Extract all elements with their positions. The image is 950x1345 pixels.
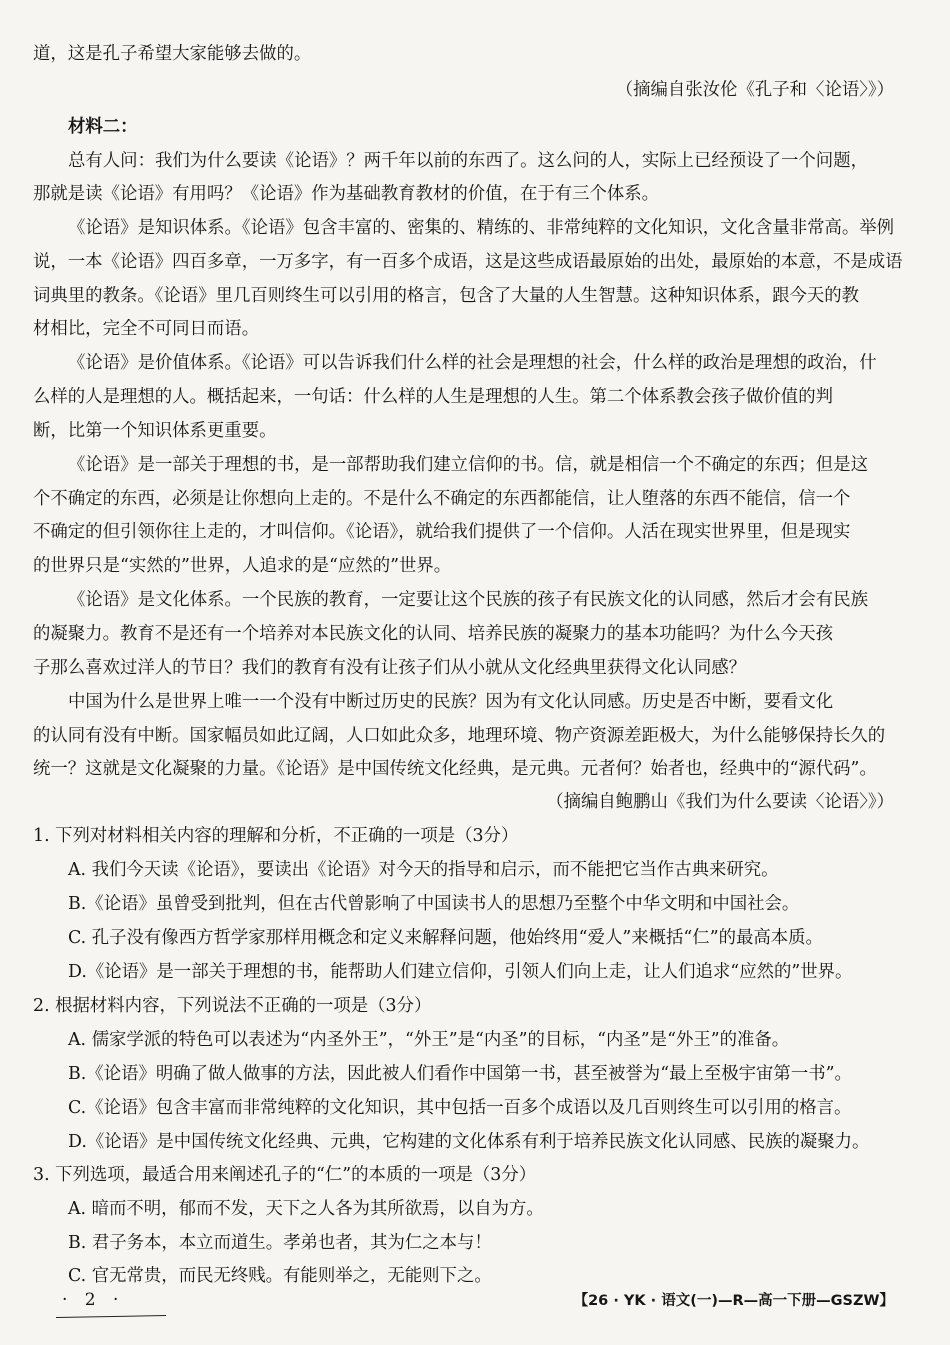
answer-option: C. 孔子没有像西方哲学家那样用概念和定义来解释问题，他始终用“爱人”来概括“仁”的最高本质。 xyxy=(68,928,823,948)
answer-option: B. 君子务本，本立而道生。孝弟也者，其为仁之本与！ xyxy=(68,1233,492,1253)
paragraph-line: 总有人问：我们为什么要读《论语》？两千年以前的东西了。这么问的人，实际上已经预设了一个问题， xyxy=(68,151,868,171)
paragraph-line: 那就是读《论语》有用吗？《论语》作为基础教育教材的价值，在于有三个体系。 xyxy=(33,184,660,204)
paragraph-line: 说，一本《论语》四百多章，一万多字，有一百多个成语，这是这些成语最原始的出处，最原始的本意，不是成语 xyxy=(33,252,903,272)
exam-code: 【26 · YK · 语文(一)—R—高一下册—GSZW】 xyxy=(573,1293,894,1309)
source-citation: （摘编自张汝伦《孔子和〈论语〉》） xyxy=(615,80,894,100)
paragraph-line: 《论语》是一部关于理想的书，是一部帮助我们建立信仰的书。信，就是相信一个不确定的东西；但是这 xyxy=(68,455,868,475)
paragraph-line: 《论语》是知识体系。《论语》包含丰富的、密集的、精练的、非常纯粹的文化知识，文化含量非常高。举例 xyxy=(68,218,895,238)
paragraph-line: 不确定的但引领你往上走的，才叫信仰。《论语》，就给我们提供了一个信仰。人活在现实世界里，但是现实 xyxy=(33,522,851,542)
answer-option: C.《论语》包含丰富而非常纯粹的文化知识，其中包括一百多个成语以及几百则终生可以引用的格言。 xyxy=(68,1098,852,1118)
answer-option: B.《论语》明确了做人做事的方法，因此被人们看作中国第一书，甚至被誉为“最上至极宇宙第一书”。 xyxy=(68,1064,852,1084)
answer-option: A. 我们今天读《论语》，要读出《论语》对今天的指导和启示，而不能把它当作古典来研究。 xyxy=(68,860,779,880)
paragraph-line: 子那么喜欢过洋人的节日？我们的教育有没有让孩子们从小就从文化经典里获得文化认同感？ xyxy=(33,658,747,678)
question-stem: 1. 下列对材料相关内容的理解和分析，不正确的一项是（3分） xyxy=(33,826,519,846)
answer-option: D.《论语》是中国传统文化经典、元典，它构建的文化体系有利于培养民族文化认同感、民族的凝聚力。 xyxy=(68,1132,870,1152)
answer-option: A. 儒家学派的特色可以表述为“内圣外王”，“外王”是“内圣”的目标，“内圣”是“外王”的准备。 xyxy=(68,1030,790,1050)
paragraph-line: 么样的人是理想的人。概括起来，一句话：什么样的人生是理想的人生。第二个体系教会孩子做价值的判 xyxy=(33,387,833,407)
answer-option: C. 官无常贵，而民无终贱。有能则举之，无能则下之。 xyxy=(68,1266,492,1286)
source-citation: （摘编自鲍鹏山《我们为什么要读〈论语〉》） xyxy=(546,792,894,812)
section-heading: 材料二： xyxy=(68,117,138,137)
question-stem: 2. 根据材料内容，下列说法不正确的一项是（3分） xyxy=(33,996,432,1016)
text-line: 道，这是孔子希望大家能够去做的。 xyxy=(33,44,312,64)
paragraph-line: 中国为什么是世界上唯一一个没有中断过历史的民族？因为有文化认同感。历史是否中断，要看文化 xyxy=(68,692,834,712)
paragraph-line: 词典里的教条。《论语》里几百则终生可以引用的格言，包含了大量的人生智慧。这种知识体系，跟今天的教 xyxy=(33,286,860,306)
paragraph-line: 材相比，完全不可同日而语。 xyxy=(33,319,260,339)
answer-option: A. 暗而不明，郁而不发，天下之人各为其所欲焉，以自为方。 xyxy=(68,1199,544,1219)
paragraph-line: 《论语》是价值体系。《论语》可以告诉我们什么样的社会是理想的社会，什么样的政治是理想的政治，什 xyxy=(68,353,877,373)
paragraph-line: 断，比第一个知识体系更重要。 xyxy=(33,421,277,441)
answer-option: B.《论语》虽曾受到批判，但在古代曾影响了中国读书人的思想乃至整个中华文明和中国社会。 xyxy=(68,894,800,914)
paragraph-line: 的认同有没有中断。国家幅员如此辽阔，人口如此众多，地理环境、物产资源差距极大，为什么能够保持长久的 xyxy=(33,726,886,746)
paragraph-line: 的世界只是“实然的”世界，人追求的是“应然的”世界。 xyxy=(33,556,452,576)
page-number-underline xyxy=(56,1315,166,1318)
question-stem: 3. 下列选项，最适合用来阐述孔子的“仁”的本质的一项是（3分） xyxy=(33,1165,537,1185)
answer-option: D.《论语》是一部关于理想的书，能帮助人们建立信仰，引领人们向上走，让人们追求“应然的”世界。 xyxy=(68,962,853,982)
paragraph-line: 统一？这就是文化凝聚的力量。《论语》是中国传统文化经典，是元典。元者何？始者也，经典中的“源代码”。 xyxy=(33,759,877,779)
paragraph-line: 个不确定的东西，必须是让你想向上走的。不是什么不确定的东西都能信，让人堕落的东西不能信，信一个 xyxy=(33,489,851,509)
page-number: · 2 · xyxy=(62,1290,125,1310)
paragraph-line: 的凝聚力。教育不是还有一个培养对本民族文化的认同、培养民族的凝聚力的基本功能吗？为什么今天孩 xyxy=(33,624,833,644)
paragraph-line: 《论语》是文化体系。一个民族的教育，一定要让这个民族的孩子有民族文化的认同感，然后才会有民族 xyxy=(68,590,868,610)
